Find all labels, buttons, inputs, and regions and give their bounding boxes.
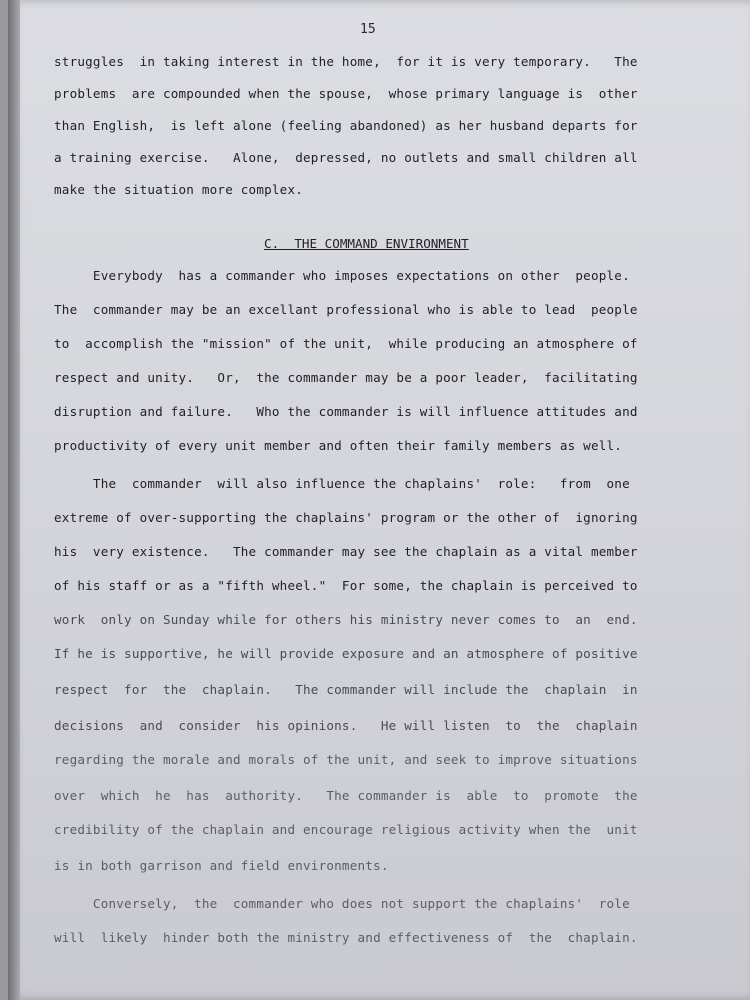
text-line: The commander will also influence the chaplains' role: from one — [54, 476, 630, 491]
text-line: Everybody has a commander who imposes expectations on other people. — [54, 268, 630, 283]
text-line: work only on Sunday while for others his ministry never comes to an end. — [54, 612, 638, 627]
text-line: problems are compounded when the spouse, whose primary language is other — [54, 86, 638, 101]
document-page — [8, 0, 750, 1000]
text-line: productivity of every unit member and often their family members as well. — [54, 438, 623, 453]
text-line: make the situation more complex. — [54, 182, 304, 197]
text-line: is in both garrison and field environments. — [54, 858, 389, 873]
text-line: credibility of the chaplain and encourage religious activity when the unit — [54, 822, 638, 837]
page-number: 15 — [360, 22, 376, 37]
text-line: a training exercise. Alone, depressed, no outlets and small children all — [54, 150, 638, 165]
text-line: extreme of over-supporting the chaplains' program or the other of ignoring — [54, 510, 638, 525]
section-heading: C. THE COMMAND ENVIRONMENT — [264, 236, 469, 251]
text-line: of his staff or as a "fifth wheel." For some, the chaplain is perceived to — [54, 578, 638, 593]
text-line: over which he has authority. The commander is able to promote the — [54, 788, 638, 803]
page-binding-edge — [8, 0, 20, 1000]
text-line: to accomplish the "mission" of the unit, while producing an atmosphere of — [54, 336, 638, 351]
text-line: regarding the morale and morals of the unit, and seek to improve situations — [54, 752, 638, 767]
text-line: respect and unity. Or, the commander may be a poor leader, facilitating — [54, 370, 638, 385]
text-line: than English, is left alone (feeling abandoned) as her husband departs for — [54, 118, 638, 133]
text-line: The commander may be an excellant professional who is able to lead people — [54, 302, 638, 317]
text-line: will likely hinder both the ministry and effectiveness of the chaplain. — [54, 930, 638, 945]
text-line: disruption and failure. Who the commander is will influence attitudes and — [54, 404, 638, 419]
text-line: struggles in taking interest in the home, for it is very temporary. The — [54, 54, 638, 69]
text-line: If he is supportive, he will provide exposure and an atmosphere of positive — [54, 646, 638, 661]
text-line: Conversely, the commander who does not support the chaplains' role — [54, 896, 630, 911]
text-line: his very existence. The commander may see the chaplain as a vital member — [54, 544, 638, 559]
text-line: decisions and consider his opinions. He will listen to the chaplain — [54, 718, 638, 733]
text-line: respect for the chaplain. The commander will include the chaplain in — [54, 682, 638, 697]
